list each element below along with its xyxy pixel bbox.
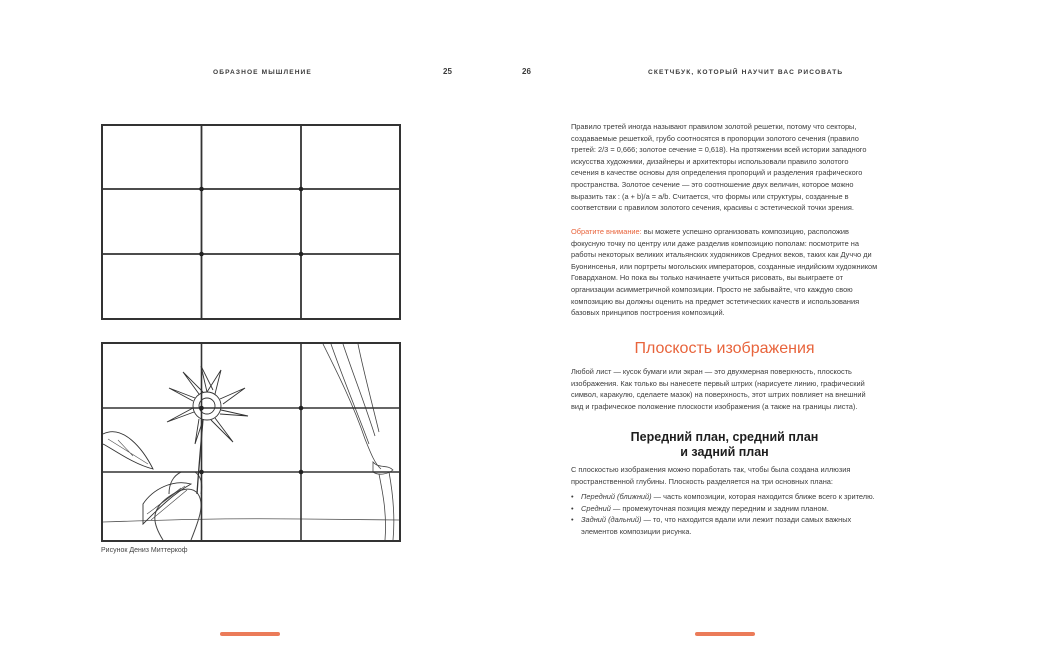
- paragraph-1: Правило третей иногда называют правилом золотой решетки, потому что секторы, создаваемые решеткой, грубо соотносятся в пропорции золотого сечения (правило третей: 2/3 = 0,666; золотое сечение = 0,618). На протяжении всей истории западного искусства художники, дизайнеры и архитекторы использовали правило золотого сечения в качестве основы для определения пропорций и разделения графического пространства. Золотое сечение — это соотношение двух величин, которое можно выразить так : (a + b)/a = a/b. Считается, что формы или структуры, созданные в соответствии с правилом золотого сечения, красивы с эстетической точки зрения.: [571, 122, 867, 213]
- sunflower-illustration: [101, 342, 401, 542]
- paragraph-2: Любой лист — кусок бумаги или экран — это двухмерная поверхность, плоскость изображения. Как только вы нанесете первый штрих (нарисуете линию, графический символ, каракулю, сделаете мазок) на поверхность, этот штрих повлияет на внешний вид и графическое положение плоскости изображения (а также на границы листа).: [571, 367, 866, 411]
- subsection-title: [571, 430, 878, 460]
- left-running-head: ОБРАЗНОЕ МЫШЛЕНИЕ: [213, 69, 312, 76]
- list-item-text: — промежуточная позиция между передним и задним планом.: [610, 503, 829, 513]
- body-paragraph-depth: [571, 464, 878, 538]
- left-page-number: 25: [443, 67, 452, 76]
- note-label: Обратите внимание:: [571, 227, 642, 236]
- figure-caption: Рисунок Дениз Миттеркоф: [101, 547, 188, 554]
- decorative-brush-stroke: [695, 632, 755, 636]
- body-paragraph-note: [571, 226, 878, 319]
- note-text: вы можете успешно организовать композицию, расположив фокусную точку по центру или даже разделив композицию пополам: посмотрите на работы некоторых великих итальянских художников Средних веков, таких как Дуччо ди Буонинсенья, или портреты могольских императоров, созданные индийским художником Говардханом. Но пока вы только начинаете учиться рисовать, вы выиграете от организации асимметричной композиции. Просто не забывайте, что каждую свою композицию вы должны оценить на предмет эстетических качеств и использования базовых принципов построения композиций.: [571, 227, 878, 318]
- list-item-term: Задний (дальний): [581, 515, 642, 525]
- plans-list: [571, 491, 878, 537]
- thirds-grid-diagram: [101, 124, 401, 320]
- list-item: [581, 514, 878, 537]
- body-paragraph-picture-plane: [571, 366, 878, 412]
- decorative-brush-stroke: [220, 632, 280, 636]
- subsection-title-line-1: Передний план, средний план: [630, 430, 819, 444]
- list-item-text: — часть композиции, которая находится ближе всего к зрителю.: [651, 492, 875, 502]
- right-page-number: 26: [522, 67, 531, 76]
- subsection-title-line-2: и задний план: [680, 445, 769, 459]
- list-item-text: — то, что находится вдали или лежит позади самых важных элементов композиции рисунка.: [581, 515, 852, 536]
- section-title: Плоскость изображения: [634, 340, 815, 357]
- right-running-head: СКЕТЧБУК, КОТОРЫЙ НАУЧИТ ВАС РИСОВАТЬ: [648, 69, 844, 76]
- paragraph-3: С плоскостью изображения можно поработать так, чтобы была создана иллюзия пространственной глубины. Плоскость разделяется на три основных плана:: [571, 465, 851, 486]
- list-item-term: Передний (ближний): [581, 492, 652, 502]
- list-item: [581, 503, 878, 515]
- list-item-term: Средний: [581, 503, 611, 513]
- body-paragraph-golden-ratio: [571, 121, 878, 214]
- list-item: [581, 491, 878, 503]
